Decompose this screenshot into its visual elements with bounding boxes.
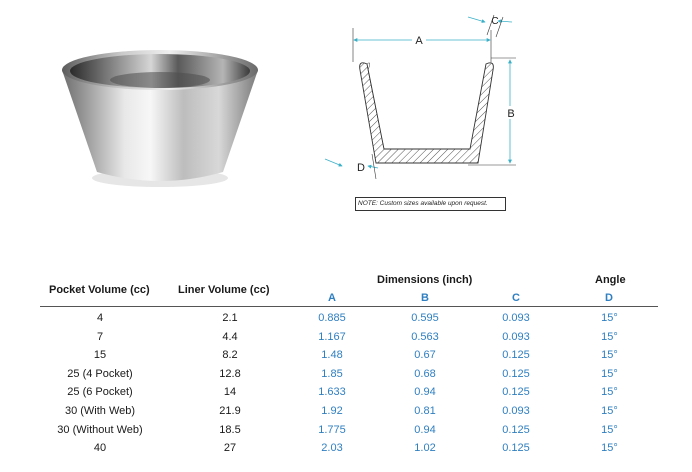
angle-d-cell: 15° (601, 404, 618, 417)
header-divider (40, 306, 658, 307)
pocket-volume-cell: 30 (Without Web) (57, 423, 143, 436)
table-row (40, 346, 658, 365)
cross-section-diagram (320, 8, 540, 213)
dimension-a-cell: 2.03 (321, 442, 343, 455)
table-row (40, 439, 658, 458)
pocket-volume-header: Pocket Volume (cc) (49, 284, 150, 296)
dimension-a-cell: 1.775 (318, 423, 346, 436)
table-body (40, 309, 658, 458)
liner-volume-cell: 12.8 (219, 367, 241, 380)
dimension-b-cell: 0.67 (414, 349, 436, 362)
pocket-volume-cell: 7 (96, 330, 104, 343)
pocket-volume-cell: 40 (93, 442, 107, 455)
liner-volume-cell: 8.2 (222, 349, 238, 362)
dimension-c-cell: 0.125 (502, 423, 530, 436)
angle-d-cell: 15° (601, 312, 618, 324)
table-row (40, 383, 658, 402)
table-row (40, 365, 658, 384)
pocket-volume-cell: 25 (6 Pocket) (67, 386, 133, 399)
dimension-b-cell: 0.94 (414, 423, 436, 436)
crucible-liner-photo (50, 38, 270, 198)
pocket-volume-cell: 30 (With Web) (64, 404, 136, 417)
dimension-c-label: C (491, 16, 499, 27)
pocket-volume-cell: 4 (96, 312, 104, 324)
pocket-volume-cell: 25 (4 Pocket) (67, 367, 133, 380)
dimension-b-cell: 0.94 (414, 386, 436, 399)
dimension-d-label: D (357, 162, 365, 174)
dimension-c-cell: 0.093 (502, 312, 530, 324)
dimension-a-cell: 1.48 (321, 349, 343, 362)
angle-d-cell: 15° (601, 386, 618, 399)
angle-d-cell: 15° (601, 423, 618, 436)
dimension-b-cell: 0.563 (411, 330, 439, 343)
angle-header: Angle (595, 274, 626, 286)
table-row (40, 309, 658, 328)
dimension-c-cell: 0.125 (502, 367, 530, 380)
dimension-a-cell: 1.633 (318, 386, 346, 399)
dimension-a-cell: 1.85 (321, 367, 343, 380)
table-row (40, 421, 658, 440)
dimension-c-cell: 0.125 (502, 386, 530, 399)
liner-volume-cell: 27 (223, 442, 237, 455)
dimension-b-cell: 0.68 (414, 367, 436, 380)
angle-d-cell: 15° (601, 330, 618, 343)
column-d-header: D (605, 292, 613, 304)
angle-d-cell: 15° (601, 367, 618, 380)
dimensions-header: Dimensions (inch) (377, 274, 473, 286)
dimension-a-label: A (415, 35, 423, 47)
dimension-c-cell: 0.125 (502, 442, 530, 455)
dimension-a-cell: 1.92 (321, 404, 343, 417)
liner-volume-header: Liner Volume (cc) (178, 284, 270, 296)
table-row (40, 402, 658, 421)
liner-volume-cell: 21.9 (219, 404, 241, 417)
dimension-b-cell: 0.81 (414, 404, 436, 417)
dimension-b-label: B (507, 108, 515, 120)
column-a-header: A (328, 292, 336, 304)
dimension-b-cell: 1.02 (414, 442, 436, 455)
column-b-header: B (421, 292, 429, 304)
liner-volume-cell: 18.5 (219, 423, 241, 436)
dimension-c-cell: 0.125 (502, 349, 530, 362)
dimension-c-cell: 0.093 (502, 404, 530, 417)
pocket-volume-cell: 15 (93, 349, 107, 362)
liner-volume-cell: 14 (223, 386, 237, 399)
dimension-a-cell: 0.885 (318, 312, 346, 324)
dimension-c-cell: 0.093 (502, 330, 530, 343)
liner-volume-cell: 2.1 (222, 312, 238, 324)
custom-sizes-note: NOTE: Custom sizes available upon request. (355, 197, 506, 211)
dimension-a-cell: 1.167 (318, 330, 346, 343)
table-row (40, 328, 658, 347)
column-c-header: C (512, 292, 520, 304)
angle-d-cell: 15° (601, 442, 618, 455)
angle-d-cell: 15° (601, 349, 618, 362)
liner-volume-cell: 4.4 (222, 330, 238, 343)
dimension-b-cell: 0.595 (411, 312, 439, 324)
